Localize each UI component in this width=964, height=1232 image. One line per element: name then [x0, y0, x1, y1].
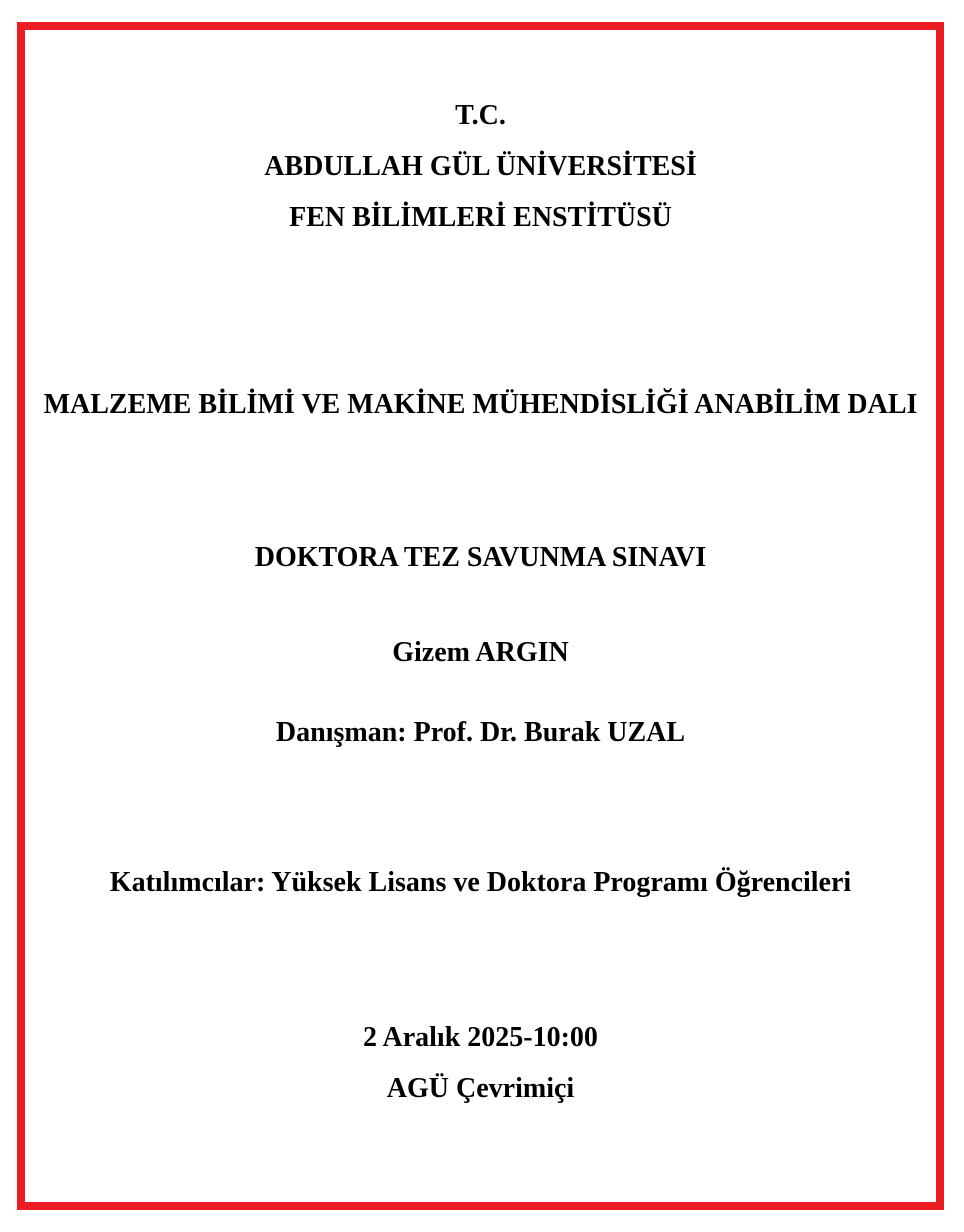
- department-name: MALZEME BİLİMİ VE MAKİNE MÜHENDİSLİĞİ ANABİLİM DALI: [43, 389, 918, 420]
- advisor-line: Danışman: Prof. Dr. Burak UZAL: [275, 717, 686, 748]
- event-datetime: 2 Aralık 2025-10:00: [363, 1022, 598, 1053]
- event-title: DOKTORA TEZ SAVUNMA SINAVI: [254, 542, 707, 573]
- institute-name: FEN BİLİMLERİ ENSTİTÜSÜ: [289, 202, 672, 233]
- university-name: ABDULLAH GÜL ÜNİVERSİTESİ: [264, 151, 697, 182]
- participants-line: Katılımcılar: Yüksek Lisans ve Doktora Programı Öğrencileri: [109, 867, 852, 898]
- event-location: AGÜ Çevrimiçi: [386, 1073, 575, 1104]
- candidate-name: Gizem ARGIN: [392, 637, 569, 668]
- header-tc-line: T.C.: [455, 100, 506, 131]
